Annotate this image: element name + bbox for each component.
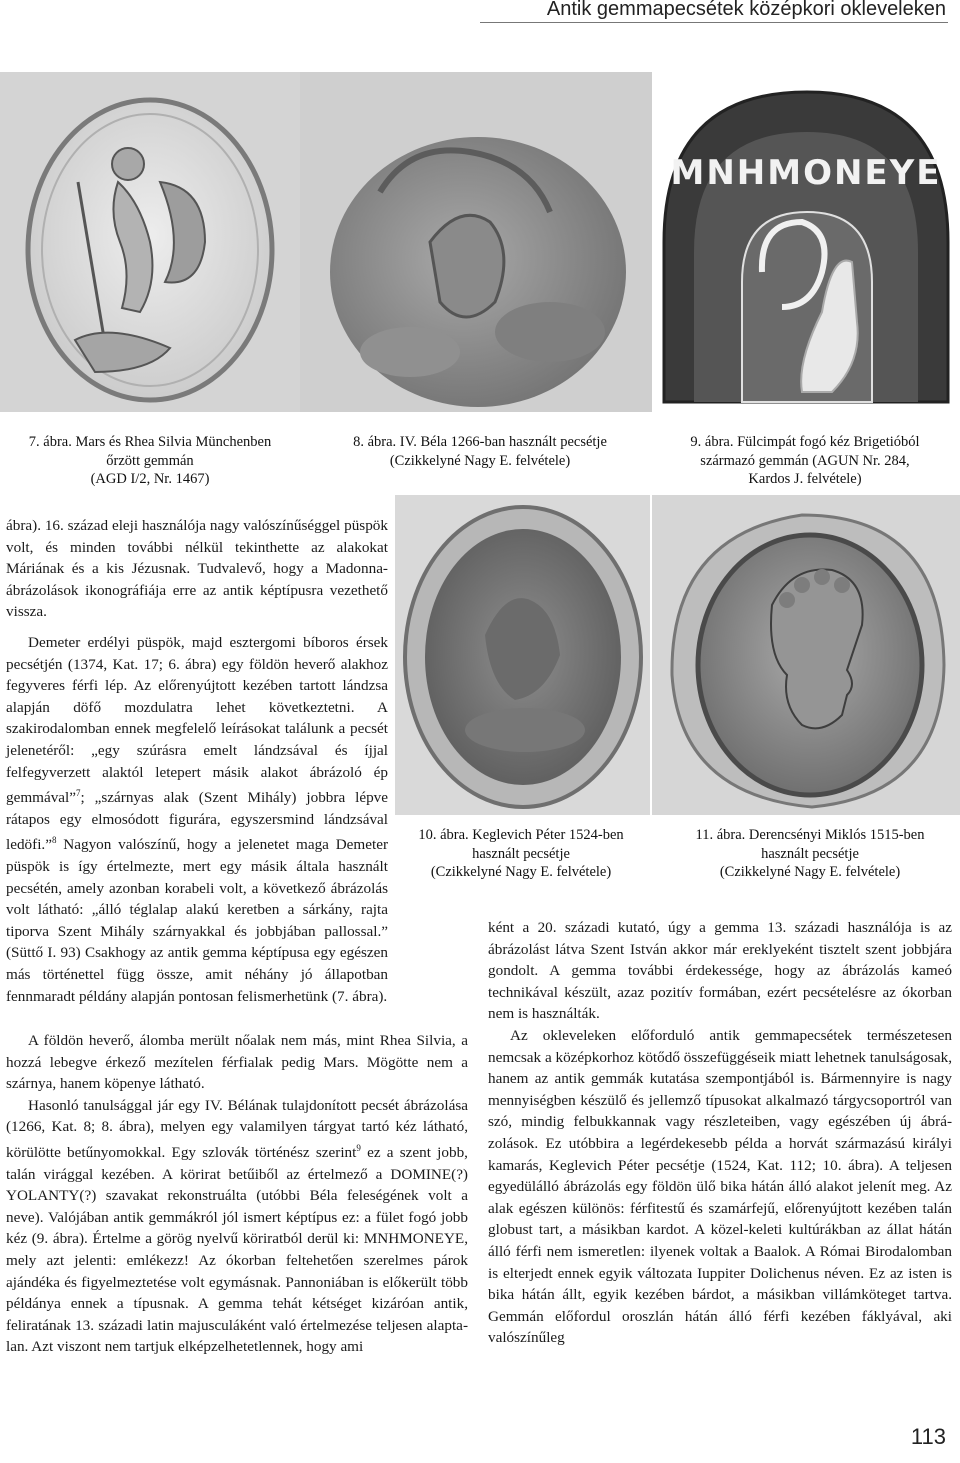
figure-9-inscription: MNHMONEYE	[670, 153, 942, 193]
left-paragraph-4	[6, 1095, 468, 1358]
left-paragraph-4-text: Hasonló tanulsággal jár egy IV. Bélának tulajdonított pecsét ábrázolása (1266, Kat. 8; 8. ábra), melyen egy valamilyen tárgyat tartó kéz látható, körülötte betűnyomokkal. Egy szlovák történész szerint	[6, 1096, 468, 1162]
figure-9-caption-text: 9. ábra. Fülcimpát fogó kéz Brigetióból származó gemmán (AGUN Nr. 284, Kardos J. felvétele)	[690, 434, 920, 487]
right-paragraph-1: ként a 20. századi kutató, úgy a gemma 13. századi használója is az ábrázolást látva Szent István akkor már ereklyeként tisztelt szent jobbjára gondolt. A gemma további érdekessége, hogy az ábrázolás kameó technikával készült, azaz pozitív formában, ezért pecsételésre az ókorban nem is használták.	[488, 919, 952, 1023]
right-column	[488, 917, 952, 1349]
footnote-7-ref[interactable]: 7	[76, 788, 81, 799]
figure-7-caption	[0, 433, 300, 489]
footnote-9-ref[interactable]: 9	[356, 1142, 361, 1153]
left-paragraph-2	[6, 632, 388, 1007]
right-paragraph-2: Az okleveleken előforduló antik gemmapecsétek természetesen nemcsak a középkorhoz kötődő összefüggéseik miatt lehetnek tanulságosak, hanem az antik gemmák kutatása szempontjából is. Bármennyire is nagy mennyiségben készülő és jellemző típusokat alkalmazó tárgycsoportról van szó, mindig felbukkannak vagy részleteiben, vagy egészében új ábrázolások. Ez utóbbira a legérdekesebb példa a horvát származású királyi kamarás, Keglevich Péter pecsétje (1524, Kat. 112; 10. ábra). A teljesen egyedülálló ábrázolás egy földön ülő bika hátán álló alakot jelenít meg. Az alak egészen különös: férfitestű és szamárfejű, előrenyújtott kezében talán globust tart, a másikban kardot. A közel-keleti kultúrákban az állat hátán álló férfi nem ismeretlen: ilyenek voltak a Baalok. A Római Birodalomban is elterjedt ennek egyik változata Iuppiter Dolichenus néven. Ez az isten is bika hátán állt, egyik kezében bárdot, a másikban villámköteget tartva. Gemmán előfordul oroszlán hátán álló férfi kezében fáklyával, aki valószínűleg	[488, 1026, 952, 1347]
left-paragraph-3: A földön heverő, álomba merült nőalak nem más, mint Rhea Silvia, a hozzá lebegve érkező mezítelen férfialak pedig Mars. Mögötte nem a szárnya, hanem köpenye látható.	[6, 1032, 468, 1093]
footnote-8-ref[interactable]: 8	[51, 835, 57, 846]
figure-11-caption-text: 11. ábra. Derencsényi Miklós 1515-ben használt pecsétje (Czikkelyné Nagy E. felvétele)	[695, 827, 925, 880]
figure-10-caption-text: 10. ábra. Keglevich Péter 1524-ben használt pecsétje (Czikkelyné Nagy E. felvétele)	[418, 827, 624, 880]
figure-7-image	[0, 72, 303, 412]
figure-10-caption	[392, 826, 650, 882]
left-column-top	[6, 515, 388, 623]
figure-8-image	[300, 72, 652, 412]
figure-10-image	[395, 495, 650, 815]
figure-9-image	[652, 72, 960, 412]
running-header	[480, 0, 948, 23]
left-paragraph-2-text-b: ; „szárnyas alak (Szent Mihály) jobbra lépve rátapos egy elmosódott figurára, egyszersmind lándzsával ledöfi.”	[6, 789, 388, 854]
left-paragraph-2-text: Demeter erdélyi püspök, majd esztergomi bíboros érsek pecsétjén (1374, Kat. 17; 6. ábra) egy földön heverő alakhoz fegyveres férfi lép. Az előrenyújtott kezében tartott lándzsa alapján döfő mozdulatra lehet következtetni. A szakirodalomban ennek megfelelő leírásokat találunk a pecsét jelenetéről: „egy szúrásra emelt lándzsával és íjjal felfegyverzett alaktól letepert másik alakot ábrázoló ép gemmával”	[6, 634, 388, 807]
left-paragraph-1: ábra). 16. század eleji használója nagy valószínűséggel püspök volt, és minden további nélkül tekinthette az alakokat Máriának és a kis Jézusnak. Tudvalevő, hogy a Madonna-ábrázolások ikonográfiája erre az antik képtípusra vezethető vissza.	[6, 517, 388, 621]
left-column-body	[6, 632, 388, 1007]
page-number: 113	[910, 1424, 946, 1449]
left-paragraph-2-text-c: Nagyon valószínű, hogy a jelenetet maga Demeter püspök is így értelmezte, mert egy másik általa használt pecsétén, amely azonban korabeli volt, a következő ábrázolás volt látható: „álló téglalap alakú keretben a sárkány, rajta tiporva Szent Mihály szárnyakkal és jobbjában pallossal.” (Süttő I. 93) Csakhogy az antik gemma képtípusa egy egészen más történettel függ össze, amit néhány jó állapotban fennmaradt példány alapján pontosan felismerhetünk (7. ábra).	[6, 836, 388, 1005]
figure-11-caption	[662, 826, 958, 882]
figure-7-caption-text: 7. ábra. Mars és Rhea Silvia Münchenben őrzött gemmán (AGD I/2, Nr. 1467)	[28, 434, 272, 487]
figure-8-caption	[310, 433, 650, 470]
figure-9-caption	[655, 433, 955, 489]
figure-8-caption-text: 8. ábra. IV. Béla 1266-ban használt pecsétje (Czikkelyné Nagy E. felvétele)	[353, 434, 607, 469]
figure-11-image	[652, 495, 960, 815]
running-header-title: Antik gemmapecsétek középkori okleveleken	[546, 0, 946, 20]
left-paragraph-4-text-b: ez a szent jobb, talán virággal kezében. A körirat betűiből az értelmező a DOMINE(?) YOLANTY(?) szavakat rekonstruálta (utóbbi Béla feleségének volt a neve). Valójában antik gemmákról jól ismert képtípus ez: a fület fogó jobb kéz (9. ábra). Értelme a görög nyelvű köriratból derül ki: MNHMONEYE, mely azt jelenti: emlékezz! Az ókorban feltehetően szerelmes párok ajándéka és figyelmeztetése volt egymásnak. Pannoniában is előkerült több példánya ennek a típusnak. A gemma tehát kétséget kizáróan antik, feliratának 13. századi latin majusculáként való értelmezése teljesen alaptalan. Azt viszont nem tartjuk elképzelhetetlennek, hogy ami	[6, 1144, 468, 1356]
left-column-lower	[6, 1030, 468, 1358]
